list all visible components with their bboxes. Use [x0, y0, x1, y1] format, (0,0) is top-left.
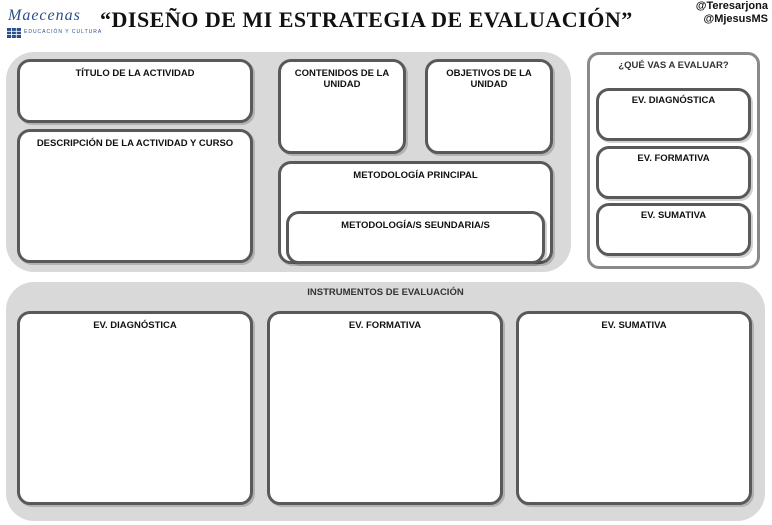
que-evaluar-formativa-label: EV. FORMATIVA — [637, 153, 710, 164]
descripcion-box[interactable] — [17, 129, 253, 263]
que-evaluar-heading: ¿QUÉ VAS A EVALUAR? — [618, 60, 729, 71]
titulo-actividad-box[interactable] — [17, 59, 253, 123]
author-handle-2: @MjesusMS — [703, 13, 768, 25]
logo-subtext: EDUCACIÓN Y CULTURA — [24, 29, 103, 35]
logo-grid-icon — [7, 28, 21, 38]
contenidos-label: CONTENIDOS DE LA UNIDAD — [294, 68, 390, 90]
objetivos-box[interactable] — [425, 59, 553, 154]
que-evaluar-formativa-box[interactable] — [596, 146, 751, 199]
que-evaluar-sumativa-label: EV. SUMATIVA — [640, 210, 707, 221]
metodologia-secundaria-label: METODOLOGÍA/S SEUNDARIA/S — [341, 220, 490, 231]
metodologia-secundaria-box[interactable] — [286, 211, 545, 264]
objetivos-label: OBJETIVOS DE LA UNIDAD — [446, 68, 532, 90]
instrumentos-heading: INSTRUMENTOS DE EVALUACIÓN — [307, 287, 464, 298]
que-evaluar-diagnostica-label: EV. DIAGNÓSTICA — [631, 95, 716, 106]
maecenas-logo — [5, 7, 103, 37]
descripcion-label: DESCRIPCIÓN DE LA ACTIVIDAD Y CURSO — [36, 138, 234, 149]
que-evaluar-diagnostica-box[interactable] — [596, 88, 751, 141]
logo-text: Maecenas — [8, 7, 81, 24]
contenidos-box[interactable] — [278, 59, 406, 154]
author-handle-1: @Teresarjona — [695, 0, 768, 12]
instrumentos-sumativa-box[interactable] — [516, 311, 752, 505]
titulo-actividad-label: TÍTULO DE LA ACTIVIDAD — [75, 68, 195, 79]
que-evaluar-sumativa-box[interactable] — [596, 203, 751, 256]
page-title: “DISEÑO DE MI ESTRATEGIA DE EVALUACIÓN” — [100, 7, 633, 32]
instrumentos-diagnostica-box[interactable] — [17, 311, 253, 505]
instrumentos-sumativa-label: EV. SUMATIVA — [601, 320, 667, 331]
author-handles — [696, 0, 768, 26]
instrumentos-diagnostica-label: EV. DIAGNÓSTICA — [93, 320, 177, 331]
instrumentos-formativa-box[interactable] — [267, 311, 503, 505]
metodologia-principal-label: METODOLOGÍA PRINCIPAL — [353, 170, 478, 181]
instrumentos-formativa-label: EV. FORMATIVA — [348, 320, 422, 331]
